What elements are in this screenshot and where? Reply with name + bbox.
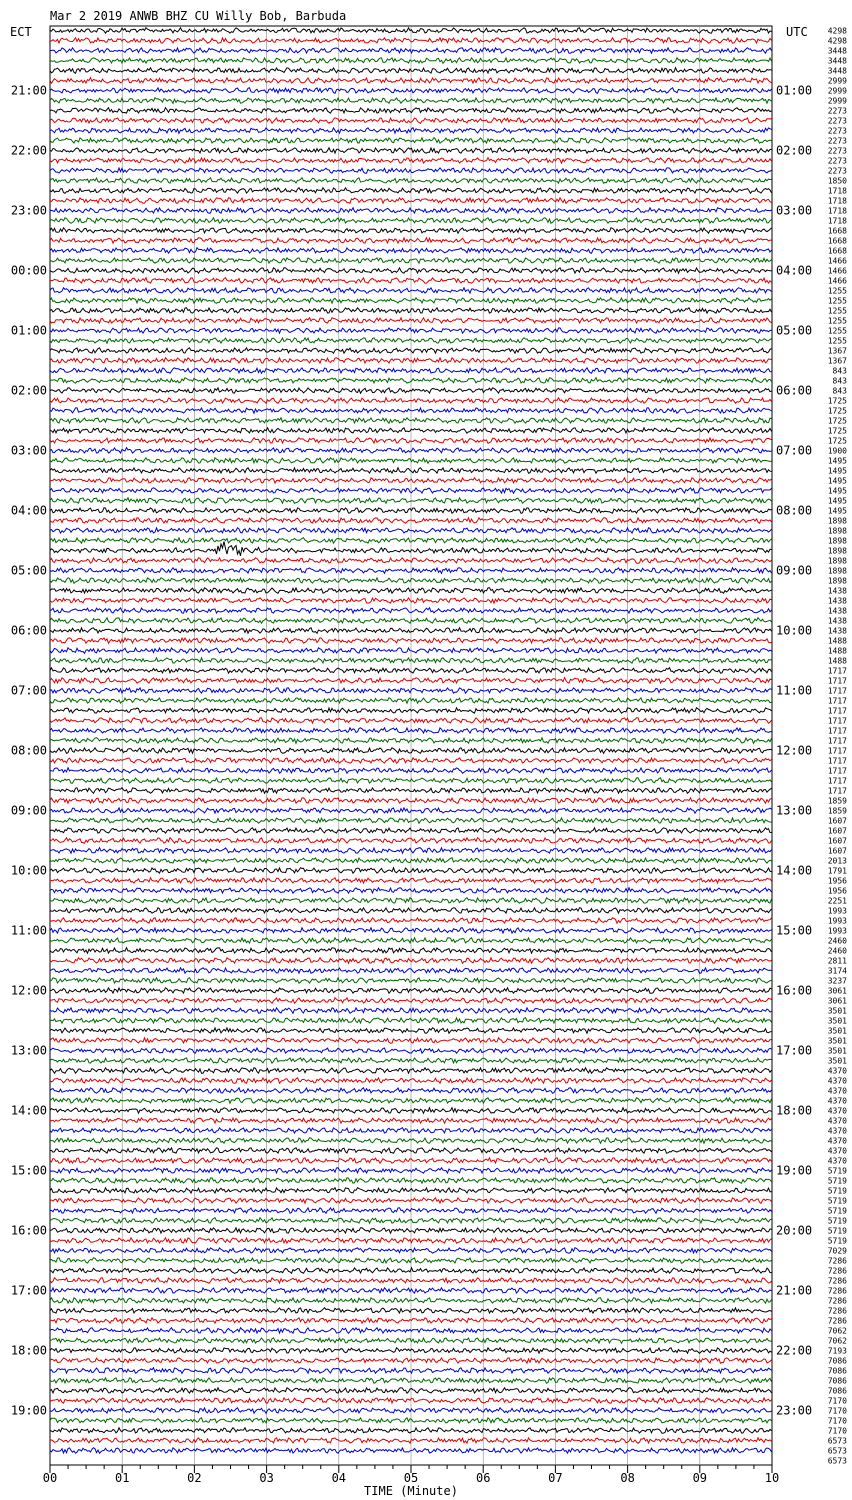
scale-value: 1718 bbox=[827, 216, 847, 226]
scale-value: 2273 bbox=[827, 146, 847, 156]
scale-value: 3501 bbox=[827, 1056, 847, 1066]
scale-value: 1255 bbox=[827, 316, 847, 326]
scale-value: 1495 bbox=[827, 466, 847, 476]
scale-value: 3501 bbox=[827, 1036, 847, 1046]
scale-value: 7086 bbox=[827, 1376, 847, 1386]
scale-value: 3174 bbox=[827, 966, 847, 976]
scale-value: 2013 bbox=[827, 856, 847, 866]
right-time-label: 13:00 bbox=[776, 803, 813, 818]
scale-value: 1898 bbox=[827, 536, 847, 546]
scale-value: 843 bbox=[832, 366, 847, 376]
scale-value: 4370 bbox=[827, 1126, 847, 1136]
left-time-label: 11:00 bbox=[10, 923, 47, 938]
scale-value: 1438 bbox=[827, 596, 847, 606]
scale-value: 2273 bbox=[827, 156, 847, 166]
scale-value: 1488 bbox=[827, 646, 847, 656]
left-time-label: 23:00 bbox=[10, 203, 47, 218]
scale-value: 1367 bbox=[827, 356, 847, 366]
right-time-label: 02:00 bbox=[776, 143, 813, 158]
scale-value: 4370 bbox=[827, 1066, 847, 1076]
right-time-label: 06:00 bbox=[776, 383, 813, 398]
scale-value: 1717 bbox=[827, 706, 847, 716]
scale-value: 1466 bbox=[827, 256, 847, 266]
scale-value: 7286 bbox=[827, 1306, 847, 1316]
left-time-label: 10:00 bbox=[10, 863, 47, 878]
right-time-label: 21:00 bbox=[776, 1283, 813, 1298]
scale-value: 4298 bbox=[827, 36, 847, 46]
scale-value: 1495 bbox=[827, 456, 847, 466]
right-time-label: 14:00 bbox=[776, 863, 813, 878]
scale-value: 3448 bbox=[827, 46, 847, 56]
scale-value: 5719 bbox=[827, 1226, 847, 1236]
scale-value: 1717 bbox=[827, 746, 847, 756]
right-time-label: 04:00 bbox=[776, 263, 813, 278]
x-tick-label: 07 bbox=[548, 1471, 563, 1485]
scale-value: 3501 bbox=[827, 1026, 847, 1036]
right-axis-label: UTC bbox=[786, 25, 808, 39]
left-time-label: 19:00 bbox=[10, 1403, 47, 1418]
right-time-label: 12:00 bbox=[776, 743, 813, 758]
scale-value: 1488 bbox=[827, 636, 847, 646]
scale-value: 7170 bbox=[827, 1416, 847, 1426]
right-time-label: 15:00 bbox=[776, 923, 813, 938]
scale-value: 2251 bbox=[827, 896, 847, 906]
scale-value: 7286 bbox=[827, 1256, 847, 1266]
scale-value: 4298 bbox=[827, 26, 847, 36]
x-tick-label: 02 bbox=[187, 1471, 202, 1485]
scale-value: 2460 bbox=[827, 946, 847, 956]
right-time-label: 17:00 bbox=[776, 1043, 813, 1058]
scale-value: 1607 bbox=[827, 836, 847, 846]
left-time-label: 14:00 bbox=[10, 1103, 47, 1118]
scale-value: 1255 bbox=[827, 326, 847, 336]
scale-value: 3501 bbox=[827, 1006, 847, 1016]
scale-value: 1668 bbox=[827, 226, 847, 236]
scale-value: 1725 bbox=[827, 396, 847, 406]
right-time-label: 03:00 bbox=[776, 203, 813, 218]
left-time-label: 00:00 bbox=[10, 263, 47, 278]
right-time-label: 19:00 bbox=[776, 1163, 813, 1178]
scale-value: 7286 bbox=[827, 1276, 847, 1286]
right-time-label: 09:00 bbox=[776, 563, 813, 578]
right-time-label: 16:00 bbox=[776, 983, 813, 998]
scale-value: 1495 bbox=[827, 476, 847, 486]
right-time-label: 08:00 bbox=[776, 503, 813, 518]
scale-value: 1717 bbox=[827, 776, 847, 786]
right-time-label: 11:00 bbox=[776, 683, 813, 698]
scale-value: 1367 bbox=[827, 346, 847, 356]
scale-value: 1488 bbox=[827, 656, 847, 666]
scale-value: 1898 bbox=[827, 546, 847, 556]
scale-value: 1898 bbox=[827, 556, 847, 566]
scale-value: 2273 bbox=[827, 106, 847, 116]
left-time-label: 17:00 bbox=[10, 1283, 47, 1298]
scale-value: 6573 bbox=[827, 1436, 847, 1446]
scale-value: 1717 bbox=[827, 686, 847, 696]
left-time-label: 16:00 bbox=[10, 1223, 47, 1238]
scale-value: 1859 bbox=[827, 806, 847, 816]
scale-value: 1607 bbox=[827, 826, 847, 836]
left-time-label: 05:00 bbox=[10, 563, 47, 578]
scale-value: 7170 bbox=[827, 1406, 847, 1416]
scale-value: 1956 bbox=[827, 876, 847, 886]
scale-value: 7170 bbox=[827, 1396, 847, 1406]
scale-value: 3501 bbox=[827, 1046, 847, 1056]
scale-value: 3448 bbox=[827, 56, 847, 66]
scale-value: 1717 bbox=[827, 766, 847, 776]
scale-value: 2460 bbox=[827, 936, 847, 946]
left-time-label: 15:00 bbox=[10, 1163, 47, 1178]
right-time-label: 07:00 bbox=[776, 443, 813, 458]
scale-value: 1495 bbox=[827, 486, 847, 496]
scale-value: 4370 bbox=[827, 1096, 847, 1106]
scale-value: 5719 bbox=[827, 1206, 847, 1216]
left-time-label: 21:00 bbox=[10, 83, 47, 98]
scale-value: 1717 bbox=[827, 726, 847, 736]
scale-value: 2999 bbox=[827, 86, 847, 96]
scale-value: 1668 bbox=[827, 236, 847, 246]
scale-value: 1717 bbox=[827, 736, 847, 746]
x-tick-label: 06 bbox=[475, 1471, 491, 1485]
scale-value: 1495 bbox=[827, 506, 847, 516]
scale-value: 1717 bbox=[827, 666, 847, 676]
scale-value: 7286 bbox=[827, 1266, 847, 1276]
right-time-label: 05:00 bbox=[776, 323, 813, 338]
scale-value: 1438 bbox=[827, 586, 847, 596]
scale-value: 1898 bbox=[827, 576, 847, 586]
scale-value: 4370 bbox=[827, 1076, 847, 1086]
left-time-label: 02:00 bbox=[10, 383, 47, 398]
scale-value: 1898 bbox=[827, 526, 847, 536]
scale-value: 1718 bbox=[827, 206, 847, 216]
left-time-label: 18:00 bbox=[10, 1343, 47, 1358]
scale-value: 2811 bbox=[827, 956, 847, 966]
scale-value: 2999 bbox=[827, 76, 847, 86]
scale-value: 843 bbox=[832, 376, 847, 386]
scale-value: 3061 bbox=[827, 996, 847, 1006]
right-time-label: 10:00 bbox=[776, 623, 813, 638]
right-time-label: 20:00 bbox=[776, 1223, 813, 1238]
scale-value: 1850 bbox=[827, 176, 847, 186]
scale-value: 1717 bbox=[827, 716, 847, 726]
scale-value: 1668 bbox=[827, 246, 847, 256]
scale-value: 1898 bbox=[827, 516, 847, 526]
scale-value: 1495 bbox=[827, 496, 847, 506]
left-time-label: 09:00 bbox=[10, 803, 47, 818]
scale-value: 1956 bbox=[827, 886, 847, 896]
x-axis-title: TIME (Minute) bbox=[364, 1484, 458, 1498]
scale-value: 1791 bbox=[827, 866, 847, 876]
scale-value: 1255 bbox=[827, 336, 847, 346]
left-time-label: 22:00 bbox=[10, 143, 47, 158]
scale-value: 7286 bbox=[827, 1286, 847, 1296]
scale-value: 5719 bbox=[827, 1186, 847, 1196]
scale-value: 843 bbox=[832, 386, 847, 396]
scale-value: 7193 bbox=[827, 1346, 847, 1356]
scale-value: 1859 bbox=[827, 796, 847, 806]
scale-value: 5719 bbox=[827, 1216, 847, 1226]
scale-value: 6573 bbox=[827, 1456, 847, 1466]
left-time-label: 06:00 bbox=[10, 623, 47, 638]
scale-value: 1466 bbox=[827, 266, 847, 276]
scale-value: 7170 bbox=[827, 1426, 847, 1436]
scale-value: 5719 bbox=[827, 1176, 847, 1186]
scale-value: 2999 bbox=[827, 96, 847, 106]
scale-value: 2273 bbox=[827, 166, 847, 176]
left-time-label: 01:00 bbox=[10, 323, 47, 338]
left-time-label: 04:00 bbox=[10, 503, 47, 518]
scale-value: 2273 bbox=[827, 136, 847, 146]
right-time-label: 22:00 bbox=[776, 1343, 813, 1358]
scale-value: 7286 bbox=[827, 1296, 847, 1306]
scale-value: 1725 bbox=[827, 426, 847, 436]
x-tick-label: 03 bbox=[259, 1471, 274, 1485]
scale-value: 7286 bbox=[827, 1316, 847, 1326]
scale-value: 7062 bbox=[827, 1326, 847, 1336]
scale-value: 1717 bbox=[827, 696, 847, 706]
scale-value: 1717 bbox=[827, 786, 847, 796]
scale-value: 5719 bbox=[827, 1236, 847, 1246]
scale-value: 4370 bbox=[827, 1146, 847, 1156]
scale-value: 4370 bbox=[827, 1106, 847, 1116]
scale-value: 2273 bbox=[827, 116, 847, 126]
scale-value: 7086 bbox=[827, 1366, 847, 1376]
scale-value: 1725 bbox=[827, 406, 847, 416]
right-time-label: 01:00 bbox=[776, 83, 813, 98]
scale-value: 1725 bbox=[827, 416, 847, 426]
scale-value: 4370 bbox=[827, 1086, 847, 1096]
scale-value: 1718 bbox=[827, 186, 847, 196]
scale-value: 1718 bbox=[827, 196, 847, 206]
left-time-label: 07:00 bbox=[10, 683, 47, 698]
scale-value: 1607 bbox=[827, 846, 847, 856]
scale-value: 1898 bbox=[827, 566, 847, 576]
scale-value: 4370 bbox=[827, 1156, 847, 1166]
scale-value: 1438 bbox=[827, 626, 847, 636]
scale-value: 4370 bbox=[827, 1116, 847, 1126]
scale-value: 1255 bbox=[827, 286, 847, 296]
scale-value: 3061 bbox=[827, 986, 847, 996]
scale-value: 5719 bbox=[827, 1196, 847, 1206]
scale-value: 7086 bbox=[827, 1386, 847, 1396]
x-tick-label: 01 bbox=[114, 1471, 130, 1485]
scale-value: 7062 bbox=[827, 1336, 847, 1346]
x-tick-label: 10 bbox=[764, 1471, 780, 1485]
x-tick-label: 04 bbox=[331, 1471, 347, 1485]
scale-value: 1900 bbox=[827, 446, 847, 456]
scale-value: 5719 bbox=[827, 1166, 847, 1176]
scale-value: 1993 bbox=[827, 916, 847, 926]
scale-value: 1466 bbox=[827, 276, 847, 286]
scale-value: 3501 bbox=[827, 1016, 847, 1026]
scale-value: 1438 bbox=[827, 606, 847, 616]
scale-value: 1255 bbox=[827, 306, 847, 316]
scale-value: 3448 bbox=[827, 66, 847, 76]
left-time-label: 12:00 bbox=[10, 983, 47, 998]
scale-value: 1607 bbox=[827, 816, 847, 826]
left-time-label: 13:00 bbox=[10, 1043, 47, 1058]
left-time-label: 03:00 bbox=[10, 443, 47, 458]
left-time-label: 08:00 bbox=[10, 743, 47, 758]
scale-value: 1993 bbox=[827, 926, 847, 936]
scale-value: 3237 bbox=[827, 976, 847, 986]
scale-value: 1725 bbox=[827, 436, 847, 446]
scale-value: 1255 bbox=[827, 296, 847, 306]
scale-value: 7029 bbox=[827, 1246, 847, 1256]
chart-title: Mar 2 2019 ANWB BHZ CU Willy Bob, Barbuda bbox=[50, 9, 347, 23]
x-tick-label: 00 bbox=[42, 1471, 58, 1485]
scale-value: 7086 bbox=[827, 1356, 847, 1366]
scale-value: 1993 bbox=[827, 906, 847, 916]
scale-value: 1717 bbox=[827, 676, 847, 686]
x-tick-label: 05 bbox=[403, 1471, 419, 1485]
scale-value: 2273 bbox=[827, 126, 847, 136]
x-tick-label: 08 bbox=[620, 1471, 635, 1485]
scale-value: 1438 bbox=[827, 616, 847, 626]
scale-value: 6573 bbox=[827, 1446, 847, 1456]
x-tick-label: 09 bbox=[692, 1471, 708, 1485]
right-time-label: 23:00 bbox=[776, 1403, 813, 1418]
scale-value: 4370 bbox=[827, 1136, 847, 1146]
right-time-label: 18:00 bbox=[776, 1103, 813, 1118]
left-axis-label: ECT bbox=[10, 25, 32, 39]
scale-value: 1717 bbox=[827, 756, 847, 766]
